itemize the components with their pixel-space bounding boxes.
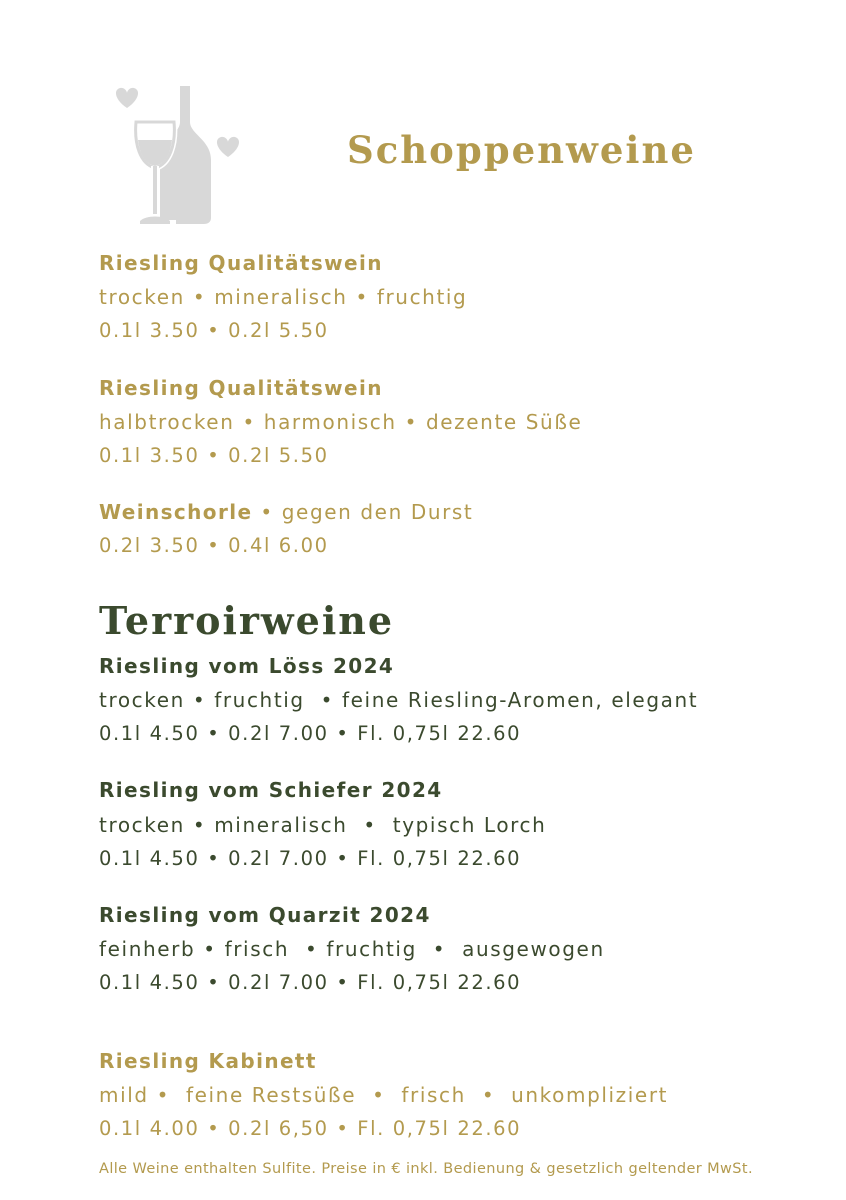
wine-description: • gegen den Durst (252, 500, 474, 524)
section-heading-terroirweine: Terroirweine (99, 598, 395, 643)
wine-name: Riesling Qualitätswein (99, 251, 383, 275)
wine-price: 0.1l 4.00 • 0.2l 6,50 • Fl. 0,75l 22.60 (99, 1117, 522, 1140)
wine-name: Riesling Kabinett (99, 1049, 317, 1073)
wine-name: Riesling vom Schiefer 2024 (99, 778, 443, 802)
weinschorle-line (99, 500, 473, 524)
footer-note: Alle Weine enthalten Sulfite. Preise in € inkl. Bedienung & gesetzlich geltender MwSt. (99, 1161, 753, 1177)
wine-bottle-glass-hearts-icon (108, 82, 248, 227)
wine-price: 0.1l 3.50 • 0.2l 5.50 (99, 319, 329, 342)
wine-price: 0.1l 4.50 • 0.2l 7.00 • Fl. 0,75l 22.60 (99, 722, 522, 745)
wine-price: 0.1l 4.50 • 0.2l 7.00 • Fl. 0,75l 22.60 (99, 971, 522, 994)
wine-description: trocken • mineralisch • typisch Lorch (99, 813, 547, 837)
wine-price: 0.1l 3.50 • 0.2l 5.50 (99, 444, 329, 467)
section-heading-schoppenweine: Schoppenweine (347, 128, 696, 172)
wine-name: Weinschorle (99, 500, 253, 524)
wine-name: Riesling Qualitätswein (99, 376, 383, 400)
wine-description: feinherb • frisch • fruchtig • ausgewogen (99, 937, 605, 961)
wine-description: halbtrocken • harmonisch • dezente Süße (99, 410, 583, 434)
wine-description: trocken • fruchtig • feine Riesling-Aromen, elegant (99, 688, 699, 712)
wine-price: 0.2l 3.50 • 0.4l 6.00 (99, 534, 329, 557)
wine-name: Riesling vom Quarzit 2024 (99, 903, 431, 927)
wine-description: trocken • mineralisch • fruchtig (99, 285, 468, 309)
wine-name: Riesling vom Löss 2024 (99, 654, 395, 678)
wine-description: mild • feine Restsüße • frisch • unkompliziert (99, 1083, 669, 1107)
wine-price: 0.1l 4.50 • 0.2l 7.00 • Fl. 0,75l 22.60 (99, 847, 522, 870)
